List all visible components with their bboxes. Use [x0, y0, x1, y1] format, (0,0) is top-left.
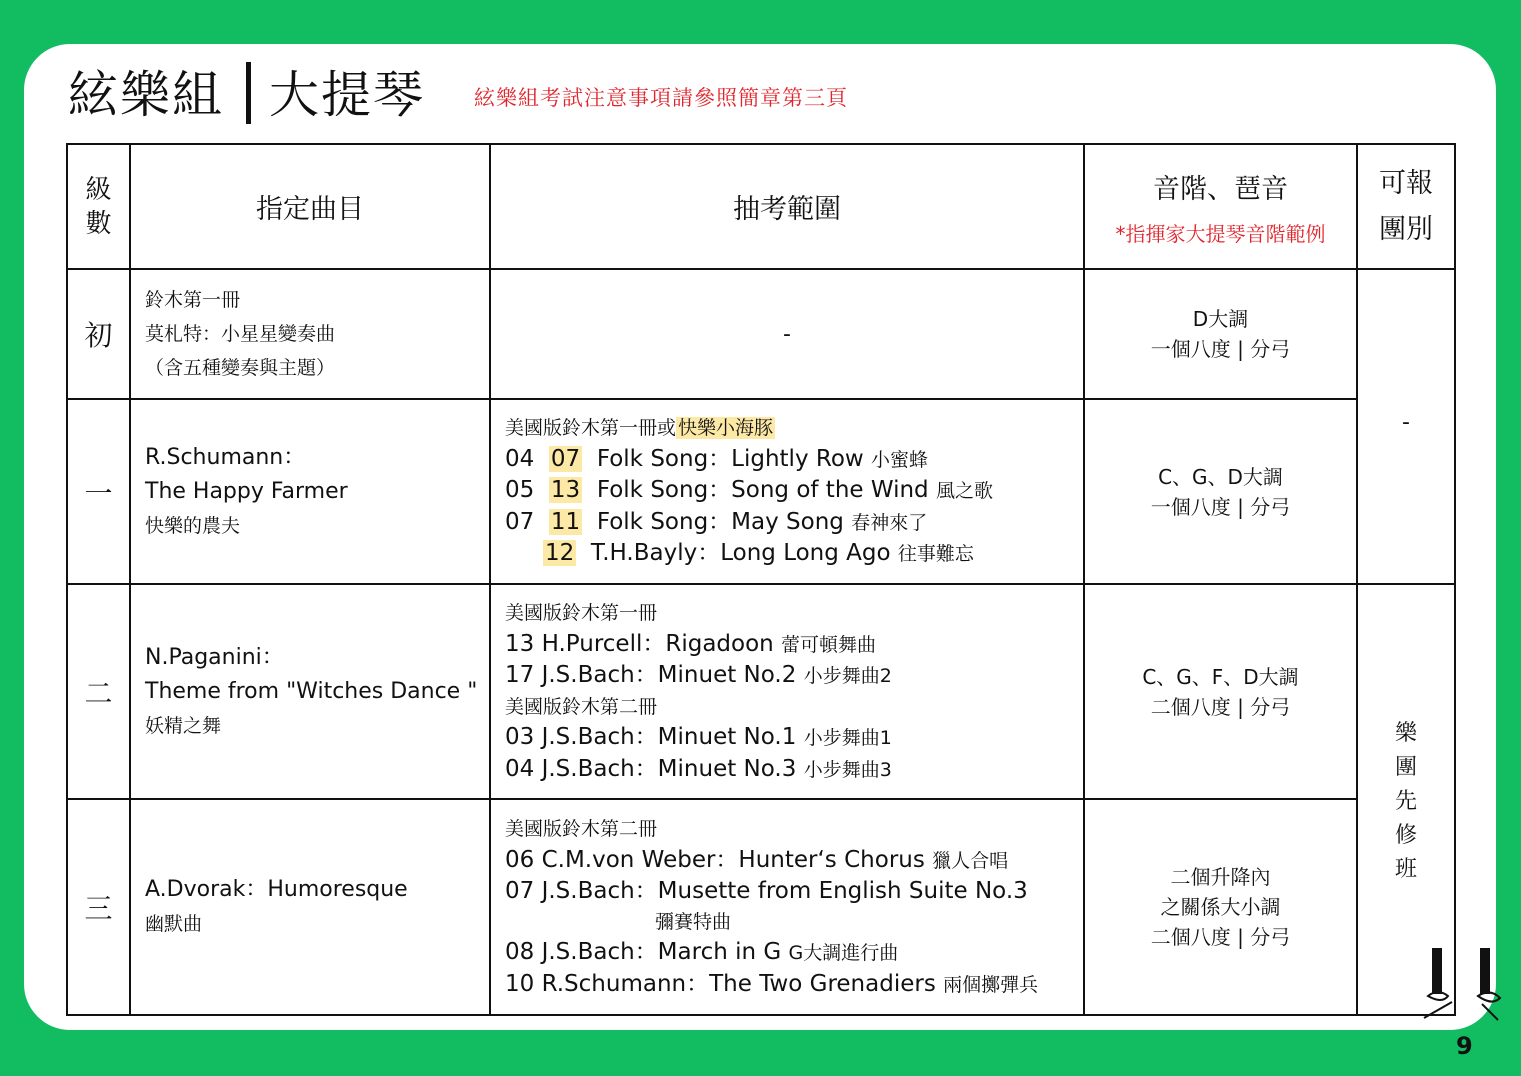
header-level: 級 數: [67, 144, 130, 269]
row-range: 美國版鈴木第一冊或 快樂小海豚 04 07 Folk Song：Lightly Row 小蜜蜂 05 13 Folk Song：Song of the Wind 風之歌 07 11 Folk Song：May Song 春神來了 12 T.H.Bayly：Long Long Ago 往事難忘: [490, 399, 1084, 584]
header-scale: 音階、琶音 *指揮家大提琴音階範例: [1084, 144, 1357, 269]
repertoire-table: [66, 143, 1456, 1016]
range-item: 12 T.H.Bayly：Long Long Ago 往事難忘: [545, 540, 974, 567]
page-number: 9: [1456, 1032, 1473, 1060]
row-range: 美國版鈴木第一冊 13 H.Purcell：Rigadoon 蕾可頓舞曲 17 J.S.Bach：Minuet No.2 小步舞曲2 美國版鈴木第二冊 03 J.S.Bach：Minuet No.1 小步舞曲1 04 J.S.Bach：Minuet No.3 小步舞曲3: [490, 584, 1084, 799]
row-pieces: N.Paganini： Theme from "Witches Dance " 妖精之舞: [130, 584, 490, 799]
row-range: -: [490, 269, 1084, 399]
row-pieces: A.Dvorak：Humoresque 幽默曲: [130, 799, 490, 1015]
header-register: 可報 團別: [1357, 144, 1455, 269]
row-scale: C、G、F、D大調 二個八度 | 分弓: [1084, 584, 1357, 799]
table-row: [67, 799, 1455, 1015]
highlight-book: 快樂小海豚: [678, 417, 774, 440]
scale-example-note: *指揮家大提琴音階範例: [1115, 221, 1326, 246]
header-pieces: 指定曲目: [130, 144, 490, 269]
row-level: 三: [67, 799, 130, 1015]
row-pieces: R.Schumann： The Happy Farmer 快樂的農夫: [130, 399, 490, 584]
range-item: 04 J.S.Bach：Minuet No.3 小步舞曲3: [505, 755, 892, 782]
row-range: 美國版鈴木第二冊 06 C.M.von Weber：Hunter‘s Chorus 獵人合唱 07 J.S.Bach：Musette from English Suite No.3 彌賽特曲 08 J.S.Bach：March in G G大調進行曲 10 R.Schumann：The Two Grenadiers 兩個擲彈兵: [490, 799, 1084, 1015]
register-none: -: [1357, 269, 1455, 584]
title-separator: [246, 62, 251, 124]
row-level: 初: [67, 269, 130, 399]
range-item: 彌賽特曲: [655, 910, 732, 933]
table-header-row: [67, 144, 1455, 269]
range-item: 04 07 Folk Song：Lightly Row 小蜜蜂: [505, 445, 929, 472]
row-scale: C、G、D大調 一個八度 | 分弓: [1084, 399, 1357, 584]
range-item: 07 J.S.Bach：Musette from English Suite No.3: [505, 878, 1028, 904]
table-row: [67, 399, 1455, 584]
range-item: 05 13 Folk Song：Song of the Wind 風之歌: [505, 477, 993, 504]
range-item: 03 J.S.Bach：Minuet No.1 小步舞曲1: [505, 724, 892, 750]
row-scale: 二個升降內 之關係大小調 二個八度 | 分弓: [1084, 799, 1357, 1015]
page-title: [68, 62, 425, 128]
row-level: 一: [67, 399, 130, 584]
table-row: [67, 584, 1455, 799]
title-group: 絃樂組: [68, 66, 224, 124]
row-scale: D大調 一個八度 | 分弓: [1084, 269, 1357, 399]
range-item: 17 J.S.Bach：Minuet No.2 小步舞曲2: [505, 662, 892, 688]
row-pieces: 鈴木第一冊 莫札特：小星星變奏曲 （含五種變奏與主題）: [130, 269, 490, 399]
range-item: 08 J.S.Bach：March in G G大調進行曲: [505, 939, 899, 965]
range-item: 07 11 Folk Song：May Song 春神來了: [505, 508, 928, 535]
cartoon-legs-illustration: [1422, 946, 1506, 1026]
range-item: 06 C.M.von Weber：Hunter‘s Chorus 獵人合唱: [505, 846, 1009, 873]
header-range: 抽考範圍: [490, 144, 1084, 269]
range-item: 13 H.Purcell：Rigadoon 蕾可頓舞曲: [505, 630, 877, 657]
register-orchestra: 樂 團 先 修 班: [1357, 584, 1455, 1015]
exam-note: 絃樂組考試注意事項請參照簡章第三頁: [474, 86, 848, 110]
title-instrument: 大提琴: [269, 66, 425, 124]
row-level: 二: [67, 584, 130, 799]
table-row: [67, 269, 1455, 399]
range-item: 10 R.Schumann：The Two Grenadiers 兩個擲彈兵: [505, 970, 1039, 997]
